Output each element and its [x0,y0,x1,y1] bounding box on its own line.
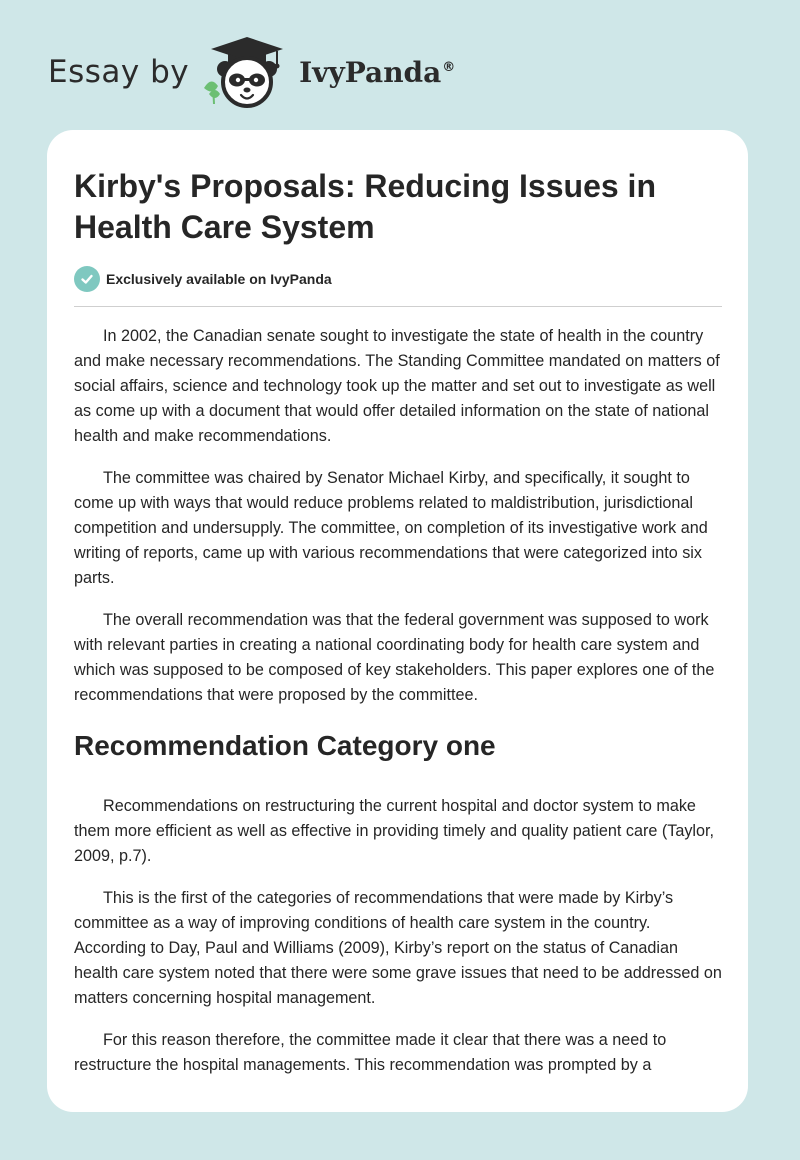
paragraph-3: The overall recommendation was that the federal government was supposed to work with relevant parties in creating a national coordinating body for health care system and which was supposed to be composed of key stakeholders. This paper explores one of the recommendations that were proposed by the committee. [74,611,715,704]
paragraph-2: The committee was chaired by Senator Michael Kirby, and specifically, it sought to come up with ways that would reduce problems related to maldistribution, jurisdictional competition and undersupply. The committee, on completion of its investigative work and writing of reports, came up with various recommendations that were categorized into six parts. [74,469,708,587]
check-icon [74,266,100,292]
brand-name-text: IvyPanda [299,55,442,89]
article-card [47,130,748,1112]
section-paragraph-2: This is the first of the categories of recommendations that were made by Kirby’s committee as a way of improving conditions of health care system in the country. According to Day, Paul and Williams (2009), Kirby’s report on the status of Canadian health care system noted that there were some grave issues that need to be addressed on matters concerning hospital management. [74,889,722,1007]
brand-name [299,56,455,89]
check-mark-icon [79,271,95,287]
ivypanda-logo-icon [201,36,293,108]
section-paragraph-1: Recommendations on restructuring the current hospital and doctor system to make them more efficient as well as effective in providing timely and quality patient care (Taylor, 2009, p.7). [74,797,715,865]
registered-mark: ® [442,60,456,76]
section-heading: Recommendation Category one [74,730,496,761]
brand-prefix: Essay by [48,54,190,90]
site-brand[interactable] [48,36,455,108]
exclusive-label: Exclusively available on IvyPanda [106,271,332,287]
exclusive-badge [74,266,722,307]
article-title: Kirby's Proposals: Reducing Issues in Health Care System [74,168,656,245]
section-paragraph-3: For this reason therefore, the committee made it clear that there was a need to restructure the hospital managements. This recommendation was prompted by a [74,1031,667,1074]
paragraph-1: In 2002, the Canadian senate sought to investigate the state of health in the country and make necessary recommendations. The Standing Committee mandated on matters of social affairs, science and technology took up the matter and set out to investigate as well as come up with a document that would offer detailed information on the state of national health and make recommendations. [74,327,720,445]
